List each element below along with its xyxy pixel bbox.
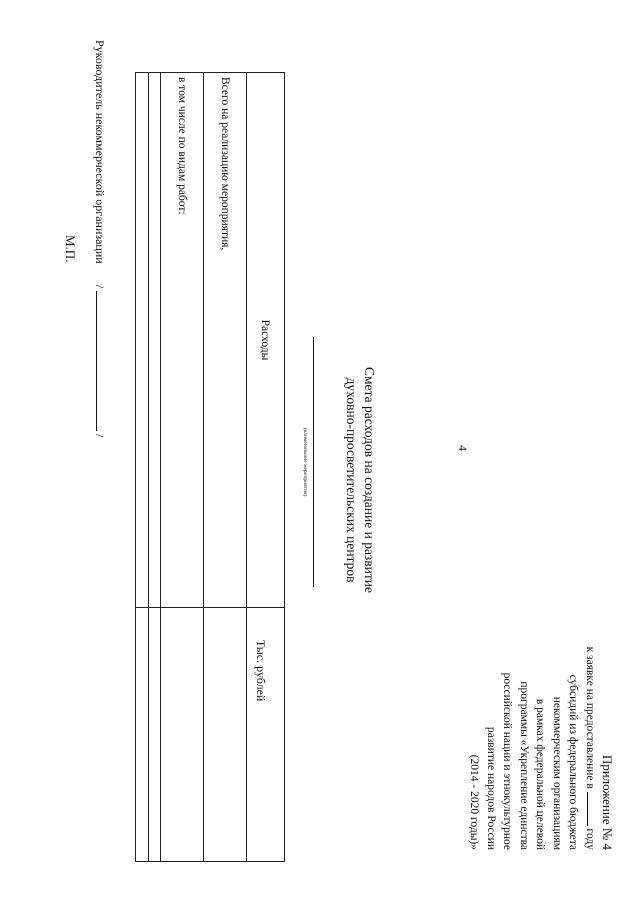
document-title xyxy=(342,300,378,660)
signature-line xyxy=(92,40,109,437)
units-label: Тыс. рублей xyxy=(254,640,268,702)
signature-label: Руководитель некоммерческой организации xyxy=(93,40,107,264)
table-row xyxy=(204,73,247,862)
appendix-line: некоммерческим организациям xyxy=(551,696,563,850)
appendix-line: (2014 - 2020 годы)» xyxy=(468,754,481,850)
table-cell xyxy=(148,73,161,608)
table-cell xyxy=(148,608,161,862)
event-name-caption: (наименование мероприятия) xyxy=(302,427,308,497)
signature-separator-2: / xyxy=(93,434,107,438)
table-cell xyxy=(136,73,149,608)
stamp-placeholder: М.П. xyxy=(63,235,78,263)
event-name-line xyxy=(313,337,314,587)
table-cell xyxy=(136,608,149,862)
table-cell xyxy=(204,608,247,862)
appendix-header xyxy=(466,600,616,850)
signature-separator: / xyxy=(93,284,107,289)
table-row xyxy=(148,73,161,862)
document-title-line-2: духовно-просветительских центров xyxy=(344,377,359,583)
year-blank xyxy=(587,792,598,826)
appendix-line: программы «Укрепление единства xyxy=(518,681,530,850)
appendix-line: в рамках федеральной целевой xyxy=(534,698,547,850)
appendix-line-1 xyxy=(582,600,599,850)
page-number: 4 xyxy=(456,445,470,451)
table-header-row xyxy=(247,73,285,862)
table-row xyxy=(136,73,149,862)
signature-blank xyxy=(96,291,109,431)
appendix-line: развитие народов России xyxy=(485,726,497,850)
appendix-line-1-text: к заявке на предоставление в xyxy=(584,646,596,789)
appendix-line: российской нации и этнокультурное xyxy=(501,672,514,850)
appendix-line-1-year: году xyxy=(584,828,596,850)
document-title-line-1: Смета расходов на создание и развитие xyxy=(362,367,377,593)
expense-table xyxy=(135,72,285,862)
appendix-title: Приложение № 4 xyxy=(600,754,615,850)
table-cell: Всего на реализацию мероприятия, xyxy=(204,73,247,608)
appendix-line: субсидий из федерального бюджета xyxy=(567,674,580,850)
table-row xyxy=(161,73,204,862)
table-cell xyxy=(161,608,204,862)
table-header-amount xyxy=(247,608,285,862)
table-cell: в том числе по видам работ: xyxy=(161,73,204,608)
table-header-expenses: Расходы xyxy=(247,73,285,608)
